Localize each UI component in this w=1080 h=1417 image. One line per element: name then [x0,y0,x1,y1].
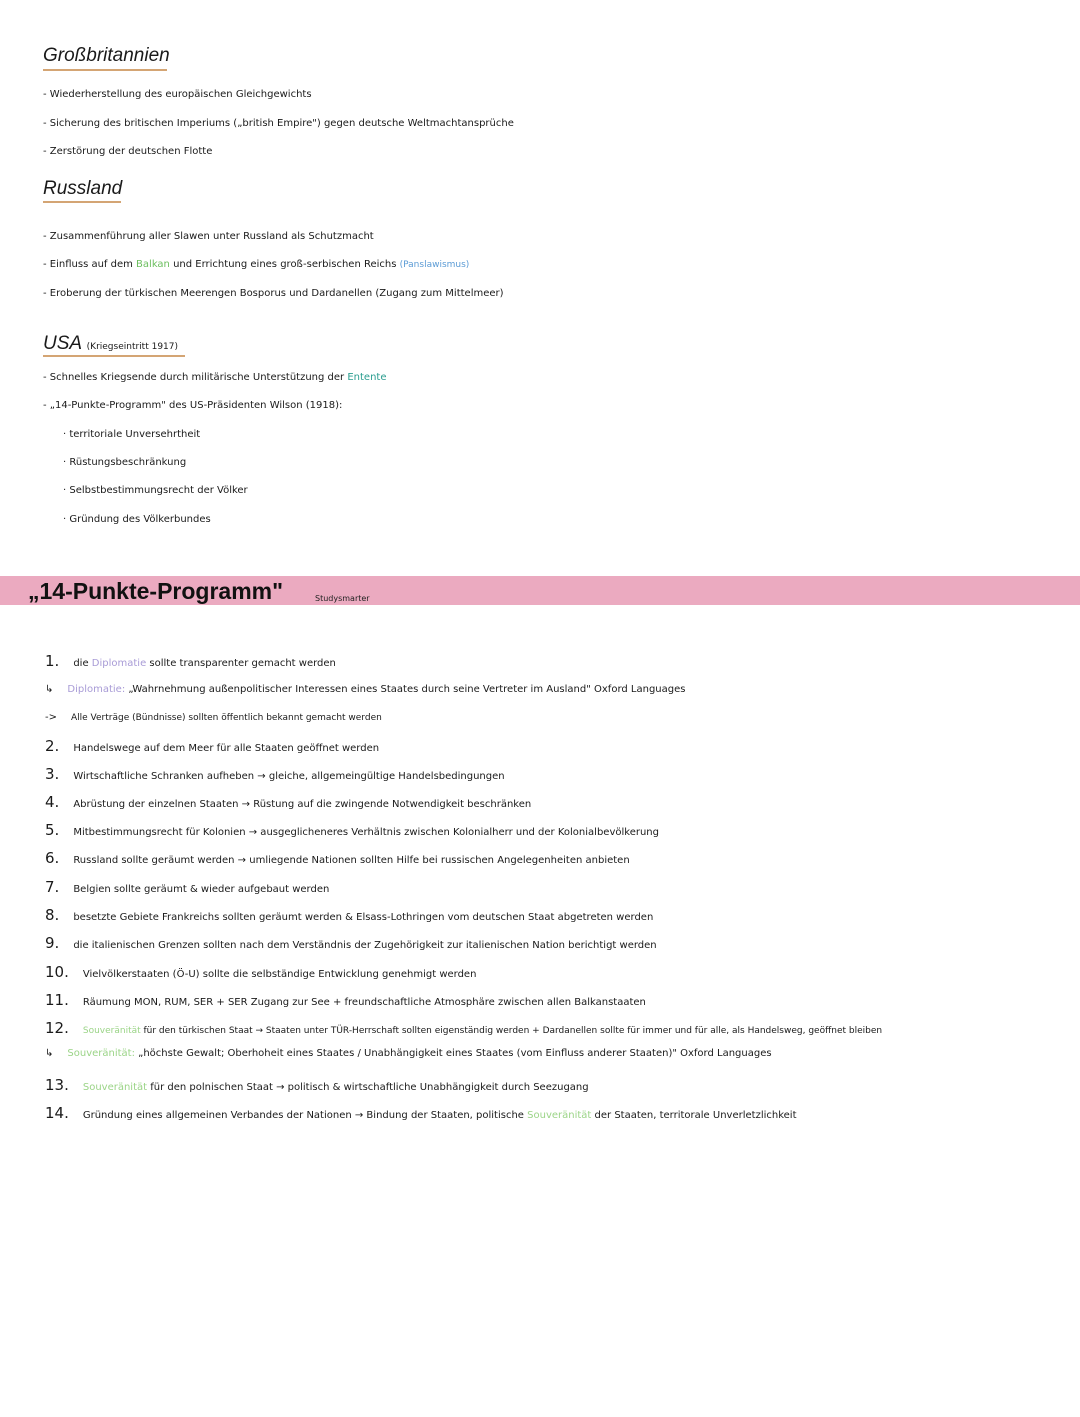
usa-item-2: - „14-Punkte-Programm" des US-Präsidenten Wilson (1918): [43,400,343,411]
banner-subtitle: Studysmarter [315,594,370,603]
gb-item-2: - Sicherung des britischen Imperiums („british Empire") gegen deutsche Weltmachtansprüche [43,118,514,129]
point-14: 14. Gründung eines allgemeinen Verbandes der Nationen → Bindung der Staaten, politische Souveränität der Staaten, territorale Unverletzlichkeit [45,1104,797,1122]
point-1: 1. die Diplomatie sollte transparenter gemacht werden [45,652,336,670]
heading-gb: Großbritannien [43,45,170,66]
heading-russland: Russland [43,178,123,199]
usa-subitem-3: · Selbstbestimmungsrecht der Völker [63,485,248,496]
point-2: 2. Handelswege auf dem Meer für alle Staaten geöffnet werden [45,737,380,755]
gb-item-1: - Wiederherstellung des europäischen Gleichgewichts [43,89,312,100]
heading-usa-underline [43,355,185,357]
term-diplomatie: Diplomatie [91,658,147,669]
point-6: 6. Russland sollte geräumt werden → umliegende Nationen sollten Hilfe bei russischen Angelegenheiten anbieten [45,849,630,867]
term-entente: Entente [347,372,387,383]
term-balkan: Balkan [136,259,170,270]
point-9: 9. die italienischen Grenzen sollten nach dem Verständnis der Zugehörigkeit zur italienischen Nation berichtigt werden [45,934,657,952]
usa-subitem-1: · territoriale Unversehrtheit [63,429,201,440]
point-7: 7. Belgien sollte geräumt & wieder aufgebaut werden [45,878,330,896]
arrow-icon: ↳ [45,1048,54,1059]
heading-gb-underline [43,69,167,71]
arrow-icon: -> [45,712,57,723]
point-13: 13. Souveränität für den polnischen Staat → politisch & wirtschaftliche Unabhängigkeit durch Seezugang [45,1076,589,1094]
usa-note: (Kriegseintritt 1917) [86,342,179,352]
usa-item-1: - Schnelles Kriegsende durch militärische Unterstützung der Entente [43,372,387,383]
term-panslawismus: (Panslawismus) [399,260,470,270]
heading-russland-underline [43,201,121,203]
point-1-note: -> Alle Verträge (Bündnisse) sollten öffentlich bekannt gemacht werden [45,712,382,723]
point-12-definition: ↳ Souveränität: „höchste Gewalt; Oberhoheit eines Staates / Unabhängigkeit eines Staates (vom Einfluss anderer Staaten)" Oxford Languages [45,1048,772,1059]
ru-item-1: - Zusammenführung aller Slawen unter Russland als Schutzmacht [43,231,374,242]
term-souveraenitaet: Souveränität [82,1026,141,1036]
gb-item-3: - Zerstörung der deutschen Flotte [43,146,213,157]
usa-subitem-4: · Gründung des Völkerbundes [63,514,211,525]
point-4: 4. Abrüstung der einzelnen Staaten → Rüstung auf die zwingende Notwendigkeit beschränken [45,793,532,811]
ru-item-2: - Einfluss auf dem Balkan und Errichtung eines groß-serbischen Reichs (Panslawismus) [43,259,470,270]
point-11: 11. Räumung MON, RUM, SER + SER Zugang zur See + freundschaftliche Atmosphäre zwischen allen Balkanstaaten [45,991,646,1009]
heading-usa: USA (Kriegseintritt 1917) [43,333,179,354]
point-8: 8. besetzte Gebiete Frankreichs sollten geräumt werden & Elsass-Lothringen vom deutschen Staat abgetreten werden [45,906,654,924]
point-3: 3. Wirtschaftliche Schranken aufheben → gleiche, allgemeingültige Handelsbedingungen [45,765,505,783]
usa-subitem-2: · Rüstungsbeschränkung [63,457,187,468]
arrow-icon: ↳ [45,684,54,695]
point-12: 12. Souveränität für den türkischen Staat → Staaten unter TÜR-Herrschaft sollten eigenständig werden + Dardanellen sollte für immer und für alle, als Handelsweg, geöffnet bleiben [45,1019,883,1037]
banner-title: „14-Punkte-Programm" [28,578,284,604]
point-10: 10. Vielvölkerstaaten (Ö-U) sollte die selbständige Entwicklung genehmigt werden [45,963,477,981]
point-1-definition: ↳ Diplomatie: „Wahrnehmung außenpolitischer Interessen eines Staates durch seine Vertreter im Ausland" Oxford Languages [45,684,686,695]
point-5: 5. Mitbestimmungsrecht für Kolonien → ausgeglicheneres Verhältnis zwischen Kolonialherr und der Kolonialbevölkerung [45,821,659,839]
ru-item-3: - Eroberung der türkischen Meerengen Bosporus und Dardanellen (Zugang zum Mittelmeer) [43,288,504,299]
